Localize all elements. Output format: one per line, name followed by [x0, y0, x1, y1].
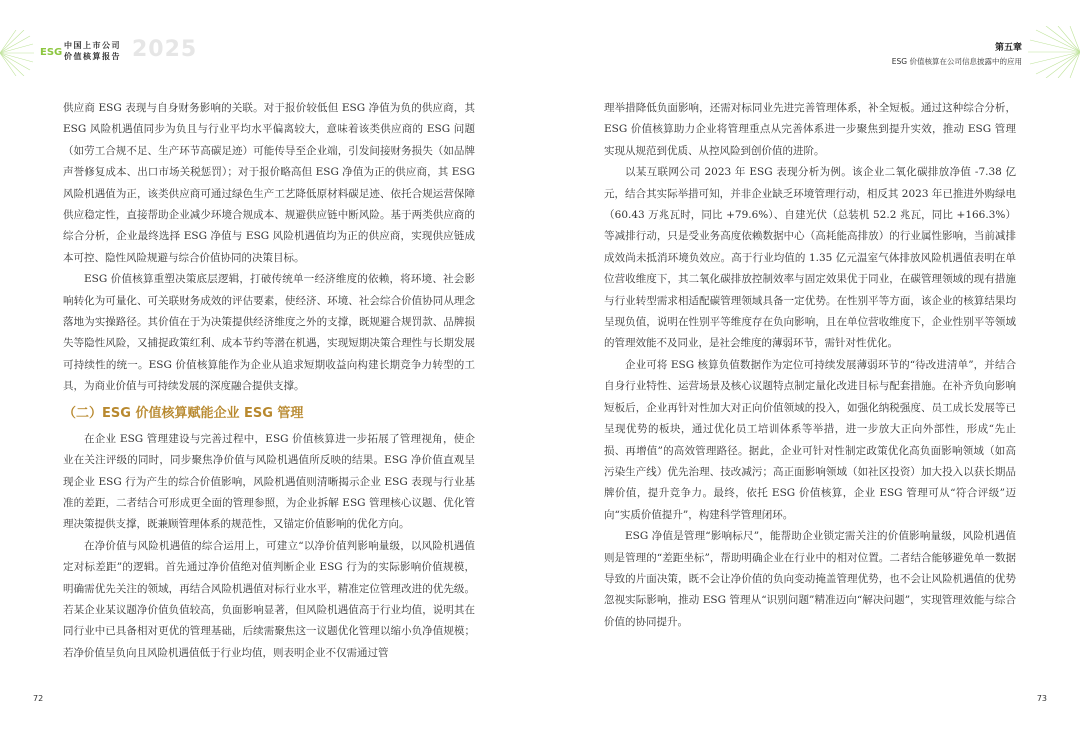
- report-year: 2025: [132, 37, 198, 62]
- chapter-header: [892, 40, 1022, 67]
- decorative-burst-right: [1028, 26, 1080, 78]
- report-title-line1: 中国上市公司: [64, 41, 121, 50]
- paragraph: ESG 价值核算重塑决策底层逻辑，打破传统单一经济维度的依赖，将环境、社会影响转化为可量化、可关联财务成效的评估要素，使经济、环境、社会综合价值协同从理念落地为实操路径。其价值在于为决策提供经济维度之外的支撑，既规避合规罚款、品牌损失等隐性风险，又捕捉政策红利、成本节约等潜在机遇，实现短期决策合理性与长期发展可持续性的统一。ESG 价值核算能作为企业从追求短期收益向构建长期竞争力转型的工具，为商业价值与可持续发展的深度融合提供支撑。: [63, 273, 475, 393]
- paragraph: 在净价值与风险机遇值的综合运用上，可建立“以净价值判影响量级，以风险机遇值定对标差距”的逻辑。首先通过净价值绝对值判断企业 ESG 行为的实际影响价值规模，明确需优先关注的领域，再结合风险机遇值对标行业水平，精准定位管理改进的优先级。若某企业某议题净价值负值较高，负面影响显著，但风险机遇值高于行业均值，说明其在同行业中已具备相对更优的管理基础，后续需聚焦这一议题优化管理以缩小负净值规模；若净价值呈负向且风险机遇值低于行业均值，则表明企业不仅需通过管: [63, 539, 475, 659]
- chapter-title: 第五章: [994, 43, 1022, 53]
- chapter-subtitle: ESG 价值核算在公司信息披露中的应用: [891, 57, 1022, 66]
- left-page-body: [63, 98, 475, 664]
- right-page-body: [604, 98, 1016, 633]
- paragraph: 供应商 ESG 表现与自身财务影响的关联。对于报价较低但 ESG 净值为负的供应商，其 ESG 风险机遇值同步为负且与行业平均水平偏离较大，意味着该类供应商的 ESG 问题（如劳工合规不足、生产环节高碳足迹）可能传导至企业端，引发间接财务损失（如品牌声誉修复成本、出口市场关税惩罚）；对于报价略高但 ESG 净值为正的供应商，其 ESG 风险机遇值为正，该类供应商可通过绿色生产工艺降低原材料碳足迹、依托合规运营保障供应稳定性，直接帮助企业减少环境合规成本、规避供应链中断风险。基于两类供应商的综合分析，企业最终选择 ESG 净值与 ESG 风险机遇值均为正的供应商，实现供应链成本可控、隐性风险规避与综合价值协同的决策目标。: [63, 102, 475, 264]
- paragraph: 企业可将 ESG 核算负值数据作为定位可持续发展薄弱环节的“待改进清单”，并结合自身行业特性、运营场景及核心议题特点制定量化改进目标与配套措施。在补齐负向影响短板后，企业再针对性加大对正向价值领域的投入，如强化纳税强度、员工成长发展等已呈现优势的板块，通过优化员工培训体系等举措，进一步放大正向外部性，形成“先止损、再增值”的高效管理路径。据此，企业可针对性制定政策优化高负面影响领域（如高污染生产线）优先治理、技改减污；高正面影响领域（如社区投资）加大投入以获长期品牌价值，提升竞争力。最终，依托 ESG 价值核算，企业 ESG 管理可从“符合评级”迈向“实质价值提升”，构建科学管理闭环。: [604, 358, 1016, 521]
- section-heading: （二）ESG 价值核算赋能企业 ESG 管理: [63, 405, 304, 421]
- decorative-burst-left: [0, 30, 34, 76]
- page-number-right: 73: [1036, 694, 1047, 703]
- paragraph: 理举措降低负面影响，还需对标同业先进完善管理体系，补全短板。通过这种综合分析，ESG 价值核算助力企业将管理重点从完善体系进一步聚焦到提升实效，推动 ESG 管理实现从规范到优质、从控风险到创价值的进阶。: [604, 102, 1016, 157]
- paragraph: ESG 净值是管理“影响标尺”，能帮助企业锁定需关注的价值影响量级，风险机遇值则是管理的“差距坐标”，帮助明确企业在行业中的相对位置。二者结合能够避免单一数据导致的片面决策，既不会让净价值的负向变动掩盖管理优势，也不会让风险机遇值的优势忽视实际影响，推动 ESG 管理从“识别问题”精准迈向“解决问题”，实现管理效能与综合价值的协同提升。: [604, 530, 1016, 628]
- report-title-line2: 价值核算报告: [64, 52, 121, 61]
- paragraph: 以某互联网公司 2023 年 ESG 表现分析为例。该企业二氧化碳排放净值 -7.38 亿元，结合其实际举措可知，并非企业缺乏环境管理行动，相反其 2023 年已推进外购绿电（60.43 万兆瓦时，同比 +79.6%）、自建光伏（总装机 52.2 兆瓦，同比 +166.3%）等减排行动，只是受业务高度依赖数据中心（高耗能高排放）的行业属性影响，当前减排成效尚未抵消环境负效应。高于行业均值的 1.35 亿元温室气体排放风险机遇值表明在单位营收维度下，其二氧化碳排放控制效率与固定效果优于同业，在碳管理领域的现有措施与行业转型需求相适配碳管理领域具备一定优势。在性别平等方面，该企业的核算结果均呈现负值，说明在性别平等维度存在负向影响，且在单位营收维度下，企业性别平等领域的管理效能不及同业，是社会维度的薄弱环节，需针对性优化。: [604, 166, 1016, 350]
- page-number-left: 72: [33, 694, 44, 703]
- paragraph: 在企业 ESG 管理建设与完善过程中，ESG 价值核算进一步拓展了管理视角，使企业在关注评级的同时，同步聚焦净价值与风险机遇值所反映的结果。ESG 净价值直观呈现企业 ESG 行为产生的综合价值影响，风险机遇值则清晰揭示企业 ESG 表现与行业基准的差距，二者结合可形成更全面的管理参照，为企业拆解 ESG 管理核心议题、优化管理决策提供支撑，既兼顾管理体系的规范性，又锚定价值影响的优化方向。: [63, 432, 475, 531]
- esg-tag: ESG: [40, 47, 63, 58]
